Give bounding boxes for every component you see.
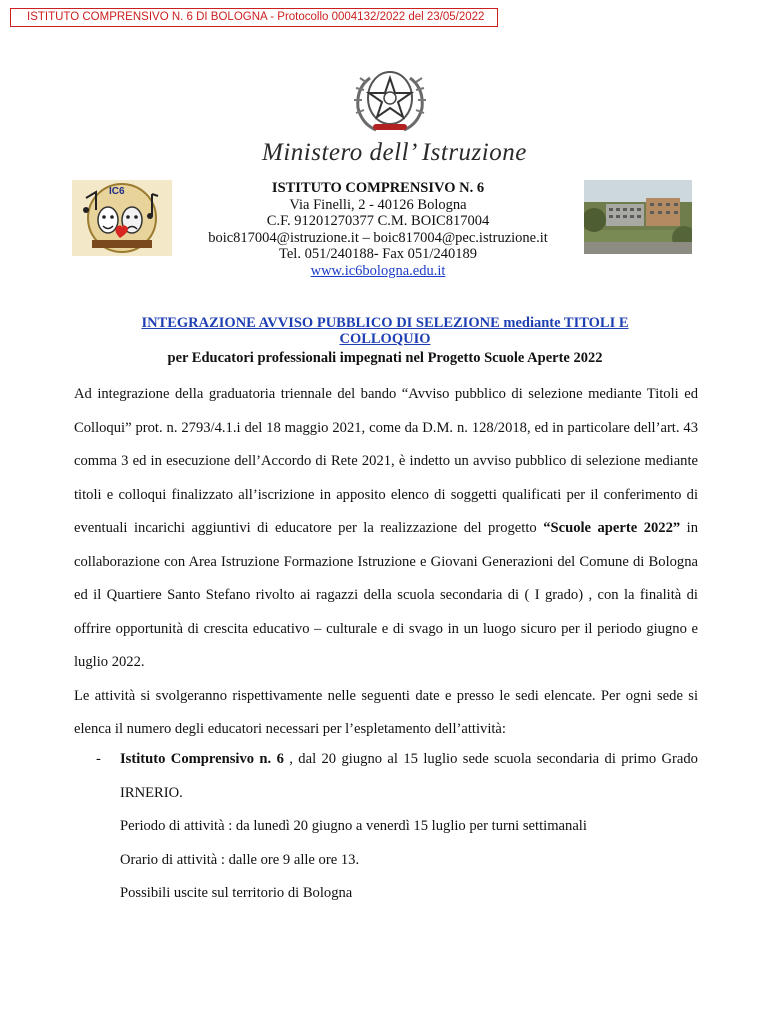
activity-period: Periodo di attività : da lunedì 20 giugno a venerdì 15 luglio per turni settimanali xyxy=(120,818,587,834)
school-header xyxy=(180,180,576,280)
ministry-heading: Ministero dell’ Istruzione xyxy=(262,139,527,166)
notice-title xyxy=(100,315,670,366)
activity-hours: Orario di attività : dalle ore 9 alle ore 13. xyxy=(120,852,360,868)
project-name: “Scuole aperte 2022” xyxy=(543,520,681,536)
protocol-stamp: ISTITUTO COMPRENSIVO N. 6 DI BOLOGNA - Protocollo 0004132/2022 del 23/05/2022 xyxy=(10,8,498,27)
school-codes: C.F. 91201270377 C.M. BOIC817004 xyxy=(266,213,490,230)
paragraph-1-text-a: Ad integrazione della graduatoria triennale del bando “Avviso pubblico di selezione mediante Titoli ed Colloqui” prot. n. 2793/4.1.i del 18 maggio 2021, come da D.M. n. 128/2018, ed in particolare dell’art. 43 comma 3 ed in esecuzione dell’Accordo di Rete 2021, è indetto un avviso pubblico di selezione mediante titoli e colloqui finalizzato all’iscrizione in apposito elenco di soggetti qualificati per il conferimento di eventuali incarichi aggiuntivi di educatore per la realizzazione del progetto xyxy=(74,386,698,536)
paragraph-1 xyxy=(74,378,698,680)
list-item-school: Istituto Comprensivo n. 6 xyxy=(120,751,284,767)
school-emails: boic817004@istruzione.it – boic817004@pec.istruzione.it xyxy=(208,229,548,246)
school-building-photo xyxy=(584,180,692,254)
list-item-details: , dal 20 giugno al 15 luglio sede scuola secondaria di primo Grado IRNERIO. xyxy=(120,751,698,801)
paragraph-1-text-b: in collaborazione con Area Istruzione Formazione Istruzione e Giovani Generazioni del Comune di Bologna ed il Quartiere Santo Stefano rivolto ai ragazzi della scuola secondaria di ( I grado) , con la finalità di offrire opportunità di crescita educativo – culturale e di svago in un luogo sicuro per il periodo giugno e luglio 2022. xyxy=(74,520,699,670)
school-name: ISTITUTO COMPRENSIVO N. 6 xyxy=(271,180,485,196)
logo-label: IC6 xyxy=(109,186,125,197)
list-item xyxy=(74,743,698,810)
school-website-link[interactable]: www.ic6bologna.edu.it xyxy=(310,262,446,279)
republic-emblem-icon xyxy=(340,58,440,138)
school-phones: Tel. 051/240188- Fax 051/240189 xyxy=(279,246,477,263)
notice-title-sub: per Educatori professionali impegnati nel Progetto Scuole Aperte 2022 xyxy=(167,350,603,366)
list-dash: - xyxy=(96,751,101,767)
notice-body xyxy=(74,378,698,747)
activity-trips: Possibili uscite sul territorio di Bologna xyxy=(120,885,353,901)
school-logo-icon xyxy=(72,180,172,256)
list-item-text xyxy=(120,743,698,810)
notice-title-main: INTEGRAZIONE AVVISO PUBBLICO DI SELEZIONE mediante TITOLI E COLLOQUIO xyxy=(141,315,629,347)
school-address: Via Finelli, 2 - 40126 Bologna xyxy=(289,196,467,213)
paragraph-2: Le attività si svolgeranno rispettivamente nelle seguenti date e presso le sedi elencate. Per ogni sede si elenca il numero degli educatori necessari per l’espletamento dell’attività: xyxy=(74,687,698,737)
